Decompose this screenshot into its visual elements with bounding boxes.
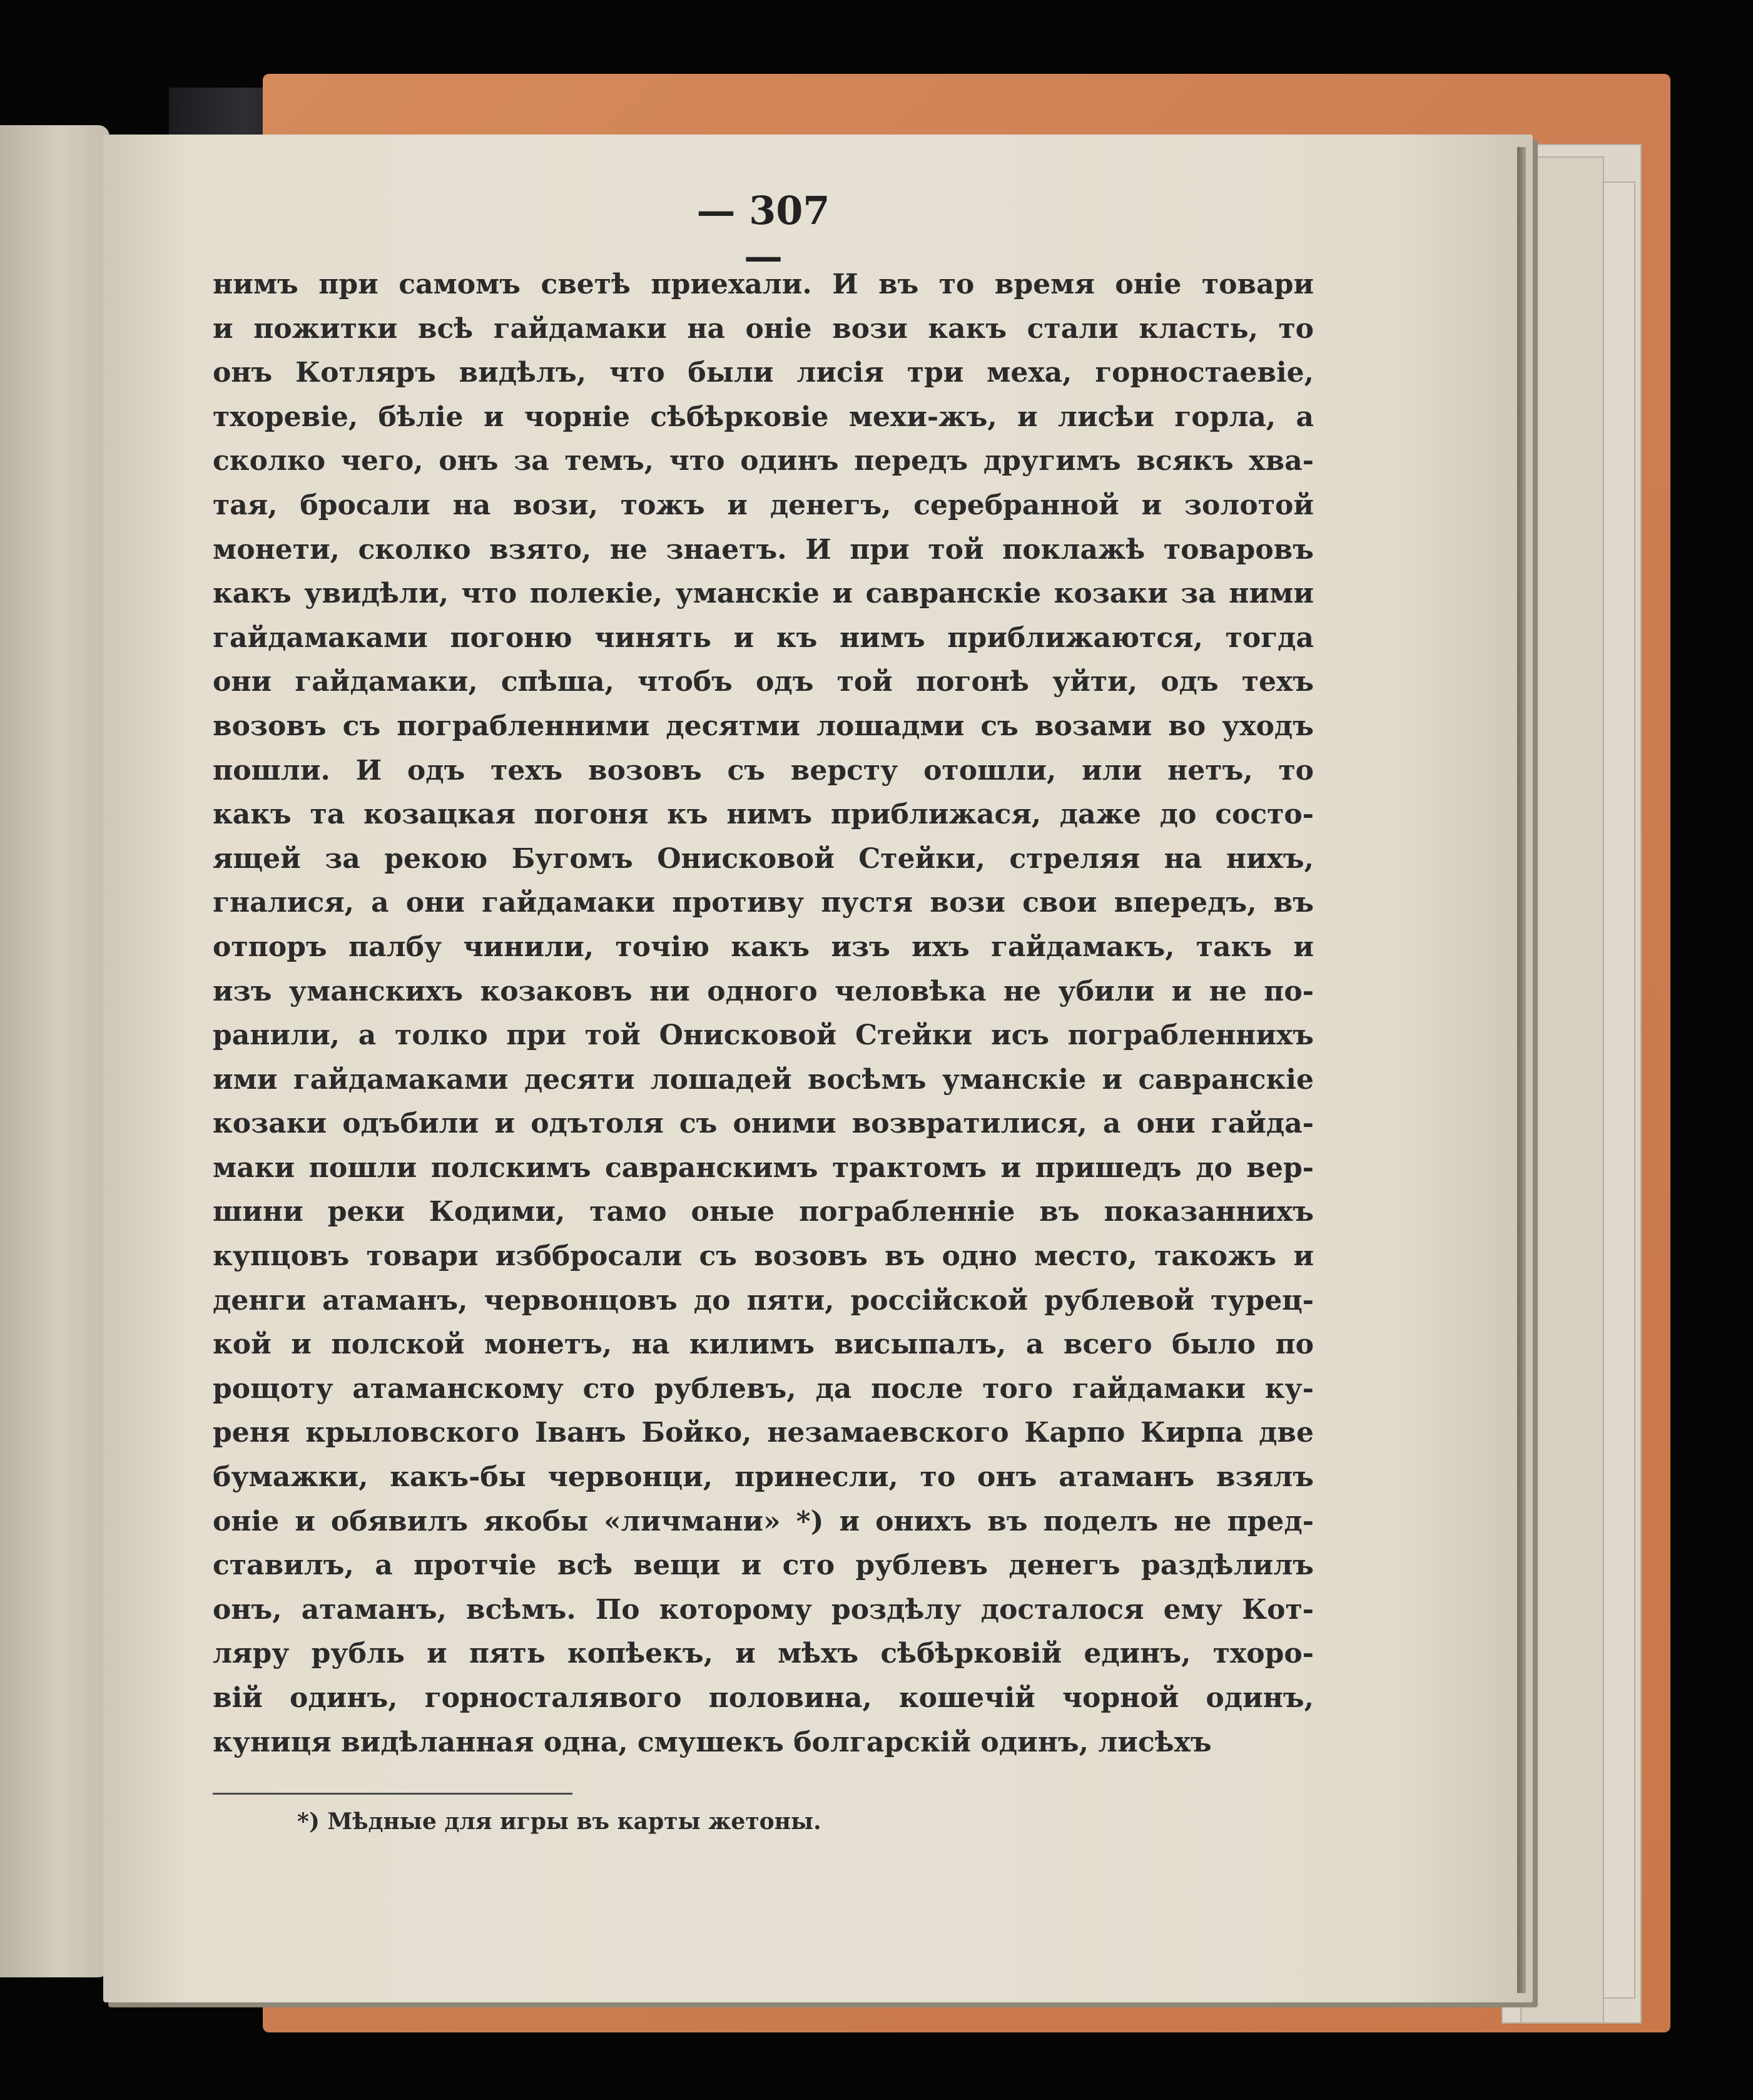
text-line: онъ, атаманъ, всѣмъ. По которому роздѣлу досталося ему Кот-: [213, 1593, 1314, 1626]
text-line: пошли. И одъ техъ возовъ съ версту отошли, или нетъ, то: [213, 754, 1314, 787]
page-number: — 307 —: [696, 188, 830, 279]
text-line: ящей за рекою Бугомъ Онисковой Стейки, стреляя на нихъ,: [213, 842, 1314, 875]
text-line: и пожитки всѣ гайдамаки на оніе вози какъ стали класть, то: [213, 312, 1314, 345]
footnote: *) Мѣдные для игры въ карты жетоны.: [297, 1808, 821, 1835]
text-line: кой и полской монетъ, на килимъ висыпалъ, а всего было по: [213, 1328, 1314, 1361]
text-line: тая, бросали на вози, тожъ и денегъ, серебранной и золотой: [213, 489, 1314, 521]
text-line: монети, сколко взято, не знаетъ. И при той поклажѣ товаровъ: [213, 533, 1314, 566]
text-line: козаки одъбили и одътоля съ оними возвратилися, а они гайда-: [213, 1108, 1314, 1140]
text-line: гналися, а они гайдамаки противу пустя вози свои впередъ, въ: [213, 887, 1314, 919]
text-line: рощоту атаманскому сто рублевъ, да после того гайдамаки ку-: [213, 1372, 1314, 1405]
text-line: ставилъ, а протчіе всѣ вещи и сто рублевъ денегъ раздѣлилъ: [213, 1549, 1314, 1582]
text-line: ранили, а толко при той Онисковой Стейки исъ пограбленнихъ: [213, 1019, 1314, 1052]
text-line: изъ уманскихъ козаковъ ни одного человѣка не убили и не по-: [213, 975, 1314, 1007]
text-line: какъ та козацкая погоня къ нимъ приближася, даже до состо-: [213, 798, 1314, 831]
text-line: куниця видѣланная одна, смушекъ болгарскій одинъ, лисѣхъ: [213, 1726, 1212, 1758]
text-line: какъ увидѣли, что полекіе, уманскіе и савранскіе козаки за ними: [213, 578, 1314, 610]
text-line: ими гайдамаками десяти лошадей восѣмъ уманскіе и савранскіе: [213, 1063, 1314, 1096]
text-line: купцовъ товари изббросали съ возовъ въ одно место, такожъ и: [213, 1240, 1314, 1273]
text-line: нимъ при самомъ светѣ приехали. И въ то время оніе товари: [213, 268, 1314, 300]
text-line: денги атаманъ, червонцовъ до пяти, россійской рублевой турец-: [213, 1284, 1314, 1317]
text-line: реня крыловского Іванъ Бойко, незамаевского Карпо Кирпа две: [213, 1417, 1314, 1449]
text-line: тхоревіе, бѣліе и чорніе сѣбѣрковіе мехи-жъ, и лисѣи горла, а: [213, 400, 1314, 433]
text-line: возовъ съ пограбленними десятми лошадми съ возами во уходъ: [213, 710, 1314, 742]
text-line: шини реки Кодими, тамо оные пограбленніе въ показаннихъ: [213, 1196, 1314, 1228]
text-line: маки пошли полскимъ савранскимъ трактомъ и пришедъ до вер-: [213, 1151, 1314, 1184]
footnote-rule: [213, 1793, 572, 1795]
text-line: оніе и обявилъ якобы «личмани» *) и онихъ въ поделъ не пред-: [213, 1505, 1314, 1537]
page-body-text: [213, 263, 1314, 1765]
back-leaf: [1520, 156, 1604, 2024]
text-line: сколко чего, онъ за темъ, что одинъ передъ другимъ всякъ хва-: [213, 445, 1314, 477]
text-line: гайдамаками погоню чинять и къ нимъ приближаются, тогда: [213, 621, 1314, 654]
text-line: онъ Котляръ видѣлъ, что были лисія три меха, горностаевіе,: [213, 357, 1314, 389]
text-line: вій одинъ, горносталявого половина, кошечій чорной одинъ,: [213, 1682, 1314, 1714]
left-page-edge: [0, 125, 109, 1977]
text-line: они гайдамаки, спѣша, чтобъ одъ той погонѣ уйти, одъ техъ: [213, 666, 1314, 698]
text-line: отпоръ палбу чинили, точію какъ изъ ихъ гайдамакъ, такъ и: [213, 930, 1314, 963]
text-line: бумажки, какъ-бы червонци, принесли, то онъ атаманъ взялъ: [213, 1461, 1314, 1494]
page-edge-shadow: [1517, 147, 1526, 1993]
text-line: ляру рубль и пять копѣекъ, и мѣхъ сѣбѣрковій единъ, тхоро-: [213, 1638, 1314, 1670]
